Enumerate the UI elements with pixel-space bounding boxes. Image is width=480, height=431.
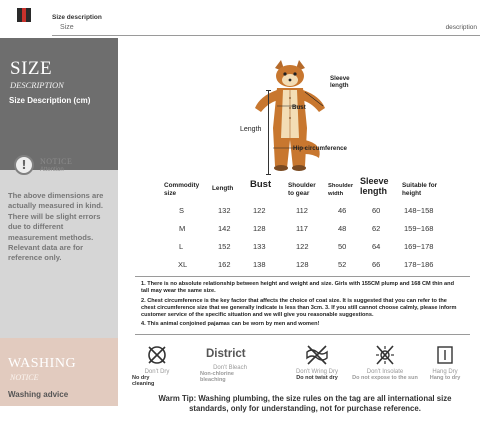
exclamation-icon: ! xyxy=(14,155,34,175)
care-subcaption: No dry cleaning xyxy=(132,375,155,387)
care-item-hang-dry xyxy=(420,344,470,381)
table-cell: 64 xyxy=(372,242,381,251)
table-cell: 52 xyxy=(338,260,347,269)
notice-title: NOTICE xyxy=(40,157,73,166)
note-item: 1. There is no absolute relationship between height and weight and size. Girls with 155CM plump and 168 CM thin and tall may wear the same size. xyxy=(141,281,454,295)
col-header-shoulder-to-gear: Shoulder to gear xyxy=(288,182,316,197)
header-subtitle: Size xyxy=(60,24,74,31)
care-item-no-sun xyxy=(350,344,420,381)
table-cell: L xyxy=(179,242,184,251)
table-row xyxy=(160,202,465,220)
header-title: Size description xyxy=(52,14,102,21)
warm-tip: Warm Tip: Washing plumbing, the size rules on the tag are all international size standards, only for understanding, not for purchase reference. xyxy=(158,394,452,413)
care-caption: Don't Bleach xyxy=(213,365,247,371)
table-row xyxy=(160,220,465,238)
table-cell: 46 xyxy=(338,206,347,215)
table-cell: 128 xyxy=(253,224,266,233)
district-label: District xyxy=(206,348,246,360)
fox-pajama-illustration xyxy=(235,58,345,178)
care-item-no-wring xyxy=(282,344,352,381)
size-table-header xyxy=(160,176,465,202)
table-cell: 117 xyxy=(296,224,308,233)
col-header-sleeve-length: Sleeve length xyxy=(360,176,389,196)
table-cell: 159~168 xyxy=(404,224,434,233)
no-wring-icon xyxy=(304,344,330,366)
table-row xyxy=(160,256,465,274)
table-cell: 152 xyxy=(218,242,231,251)
length-measure-line xyxy=(268,90,269,175)
table-cell: 128 xyxy=(296,260,309,269)
care-caption: Don't Wring Dry xyxy=(295,369,339,375)
table-cell: 162 xyxy=(218,260,231,269)
table-cell: 122 xyxy=(296,242,309,251)
size-subtitle: DESCRIPTION xyxy=(10,80,64,90)
washing-caption: Washing advice xyxy=(8,390,69,399)
care-subcaption: Do not expose to the sun xyxy=(352,375,418,381)
table-cell: 62 xyxy=(372,224,381,233)
care-subcaption: Hang to dry xyxy=(429,375,461,381)
brand-logo xyxy=(17,8,31,22)
col-header-bust: Bust xyxy=(250,179,272,190)
care-caption: Don't Dry xyxy=(144,369,170,375)
table-cell: 122 xyxy=(253,206,266,215)
table-divider xyxy=(135,276,470,277)
size-caption: Size Description (cm) xyxy=(9,96,91,105)
col-header-commodity-size: Commodity size xyxy=(164,182,200,197)
table-cell: 132 xyxy=(218,206,231,215)
size-title: SIZE xyxy=(10,58,53,79)
header xyxy=(0,0,480,38)
header-right-label: description xyxy=(445,24,477,31)
care-subcaption: Do not twist dry xyxy=(296,375,338,381)
table-cell: 60 xyxy=(372,206,381,215)
table-cell: S xyxy=(179,206,185,215)
table-cell: 178~186 xyxy=(404,260,434,269)
hip-label: Hip circumference xyxy=(293,145,347,152)
no-dry-clean-icon xyxy=(146,344,168,366)
table-cell: M xyxy=(179,224,186,233)
length-label: Length xyxy=(240,126,262,133)
table-cell: 142 xyxy=(218,224,231,233)
table-cell: 48 xyxy=(338,224,347,233)
col-header-length: Length xyxy=(212,185,234,192)
note-item: 2. Chest circumference is the key factor that affects the choice of coat size. It is suggested that you can refer to the chest circumference size that we generally indicate is less than 3cm. 3. If you still cannot choose calmly, please inform customer service of the specific situation and we will give you reasonable suggestions. xyxy=(141,297,457,319)
bust-label: Bust xyxy=(292,104,306,111)
size-table xyxy=(160,176,465,274)
washing-title: WASHING xyxy=(8,356,77,371)
size-notes xyxy=(141,281,461,331)
col-header-suitable-height: Suitable for height xyxy=(402,182,438,197)
care-item-no-dry-clean xyxy=(132,344,182,387)
washing-subtitle: NOTICE xyxy=(10,373,39,382)
no-sun-icon xyxy=(373,344,397,366)
notes-divider xyxy=(135,334,470,335)
col-header-shoulder-width: Shoulder width xyxy=(328,183,354,197)
notice-text: The above dimensions are actually measured in kind. There will be slight errors due to different measurement methods. Relevant data are for reference only. xyxy=(8,191,104,263)
table-cell: XL xyxy=(178,260,188,269)
table-row xyxy=(160,238,465,256)
sleeve-length-label: Sleeve length xyxy=(330,75,350,89)
table-cell: 50 xyxy=(338,242,347,251)
care-item-no-bleach xyxy=(200,362,260,383)
care-caption: Don't Insolate xyxy=(366,369,404,375)
table-cell: 112 xyxy=(296,206,308,215)
header-divider xyxy=(52,35,480,36)
table-cell: 133 xyxy=(253,242,266,251)
washing-panel xyxy=(0,338,118,406)
table-cell: 169~178 xyxy=(404,242,434,251)
table-cell: 148~158 xyxy=(404,206,434,215)
hang-dry-icon xyxy=(434,344,456,366)
care-caption: Hang Dry xyxy=(432,369,458,375)
table-cell: 66 xyxy=(372,260,381,269)
care-subcaption: Non-chlorine bleaching xyxy=(200,371,234,383)
table-cell: 138 xyxy=(253,260,266,269)
note-item: 4. This animal conjoined pajamas can be worn by men and women! xyxy=(141,321,320,328)
size-side-panel xyxy=(0,38,118,338)
notice-subtitle: Attention xyxy=(40,167,64,173)
